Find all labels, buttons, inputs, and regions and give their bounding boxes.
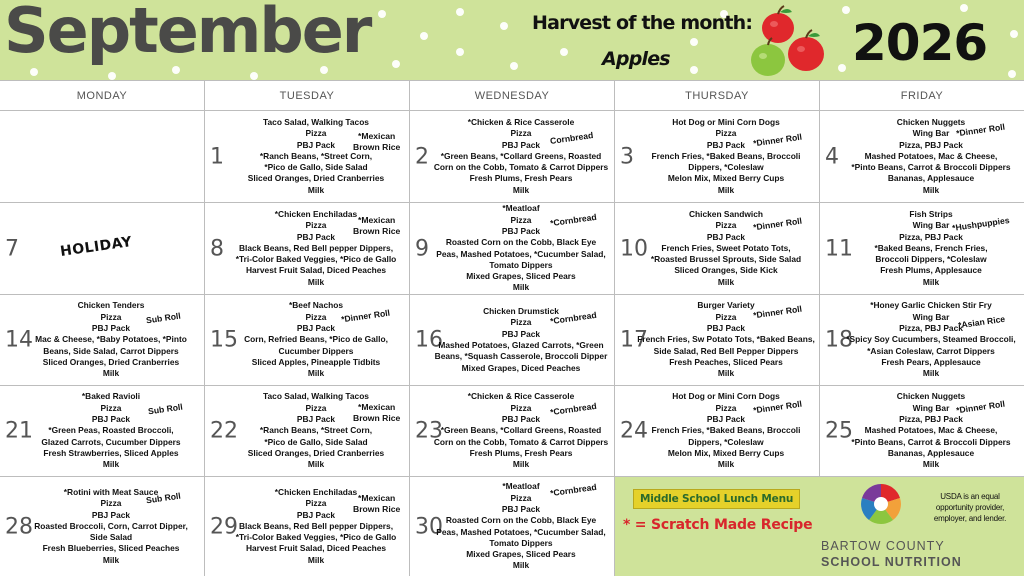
menu-list <box>225 386 407 476</box>
day-number: 4 <box>825 144 839 169</box>
menu-item: PBJ Pack <box>91 414 131 425</box>
menu-item: Fresh Pears, Applesauce <box>881 356 981 367</box>
menu-item: French Fries, *Baked Beans, Broccoli <box>651 425 801 436</box>
menu-item: Melon Mix, Mixed Berry Cups <box>667 447 785 458</box>
side-item-line: *Cornbread <box>549 400 598 418</box>
day-number: 28 <box>5 514 33 539</box>
harvest-label: Harvest of the month: <box>532 12 753 34</box>
menu-item: Sliced Oranges, Dried Cranberries <box>247 447 385 458</box>
menu-item: Chicken Nuggets <box>896 116 966 127</box>
org-name-line1: BARTOW COUNTY <box>821 539 945 553</box>
side-item-line: *Mexican <box>358 215 396 225</box>
side-item-line: *Mexican <box>358 493 396 503</box>
menu-item: PBJ Pack <box>501 225 541 236</box>
menu-item: Pizza, PBJ Pack <box>899 323 963 334</box>
side-item-line: *Dinner Roll <box>752 215 803 233</box>
menu-item: PBJ Pack <box>501 328 541 339</box>
menu-item: Fish Strips <box>909 208 953 219</box>
weekday-friday: FRIDAY <box>820 81 1024 111</box>
menu-item: Fresh Plums, Fresh Pears <box>469 447 573 458</box>
scratch-legend: * = Scratch Made Recipe <box>623 517 813 533</box>
school-level-badge: Middle School Lunch Menu <box>633 489 800 509</box>
day-number: 30 <box>415 514 443 539</box>
menu-item: *Tri-Color Baked Veggies, *Pico de Gallo <box>235 254 397 265</box>
menu-item: Milk <box>307 459 325 470</box>
menu-item: Harvest Fruit Salad, Diced Peaches <box>245 265 387 276</box>
weekday-wednesday: WEDNESDAY <box>410 81 615 111</box>
menu-item: Fresh Peaches, Sliced Pears <box>669 356 783 367</box>
menu-list <box>225 111 407 202</box>
menu-item: *Pico de Gallo, Side Salad <box>264 162 368 173</box>
day-cell <box>615 295 820 386</box>
menu-item: Pizza <box>715 402 737 413</box>
day-cell <box>205 203 410 295</box>
menu-item: Pizza <box>510 128 532 139</box>
side-item-line: *Dinner Roll <box>340 307 391 325</box>
day-cell <box>410 111 615 203</box>
side-item-line: *Dinner Roll <box>955 121 1006 139</box>
side-item-line: *Hushpuppies <box>951 215 1011 233</box>
menu-item: Pizza <box>100 498 122 509</box>
day-cell <box>0 203 205 295</box>
menu-item: Peas, Mashed Potatoes, *Cucumber Salad, <box>436 248 606 259</box>
menu-item: Mixed Grapes, Sliced Pears <box>466 549 576 560</box>
side-item-line: Sub Roll <box>145 490 182 506</box>
menu-item: Mashed Potatoes, Glazed Carrots, *Green <box>438 340 604 350</box>
menu-item: Pizza <box>715 311 737 322</box>
side-item-line: *Mexican <box>358 131 396 141</box>
menu-item: Milk <box>717 368 735 379</box>
menu-list <box>20 386 202 476</box>
menu-item: Chicken Drumstick <box>483 306 559 317</box>
menu-item: PBJ Pack <box>706 139 746 150</box>
menu-list <box>430 295 612 385</box>
side-item <box>353 215 400 237</box>
side-item <box>353 493 400 515</box>
menu-item: Milk <box>512 560 530 571</box>
menu-item: French Fries, *Baked Beans, Broccoli <box>651 150 801 161</box>
menu-item: Beans, Side Salad, Carrot Dippers <box>43 345 179 356</box>
menu-list <box>635 111 817 202</box>
menu-item: Chicken Tenders <box>77 300 145 311</box>
holiday-label: HOLIDAY <box>59 234 134 260</box>
menu-item: *Meatloaf <box>502 203 540 214</box>
info-panel <box>615 477 1024 576</box>
menu-item: Pizza <box>715 128 737 139</box>
menu-item: *Chicken Enchiladas <box>274 486 358 497</box>
menu-item: Tomato Dippers <box>489 537 553 548</box>
menu-item: Milk <box>717 459 735 470</box>
menu-item: Milk <box>512 282 530 293</box>
menu-item: Wing Bar <box>912 311 950 322</box>
day-cell <box>205 295 410 386</box>
menu-item: *Green Peas, Roasted Broccoli, <box>48 425 174 436</box>
menu-item: Milk <box>512 459 530 470</box>
day-number: 1 <box>210 144 224 169</box>
menu-item: French Fries, Sweet Potato Tots, <box>661 242 791 253</box>
menu-item: Pizza <box>510 492 532 503</box>
side-item-line: Brown Rice <box>353 504 401 514</box>
usda-statement: USDA is an equal opportunity provider, employer, and lender. <box>933 492 1007 523</box>
day-number: 22 <box>210 418 238 444</box>
menu-item: Black Beans, Red Bell pepper Dippers, <box>238 242 394 253</box>
menu-item: PBJ Pack <box>706 414 746 425</box>
menu-item: PBJ Pack <box>296 323 336 334</box>
month-title: September <box>4 0 371 67</box>
calendar-grid <box>0 80 1024 576</box>
menu-item: Bananas, Applesauce <box>887 173 975 184</box>
menu-list <box>20 295 202 385</box>
menu-item: PBJ Pack <box>296 231 336 242</box>
side-item-line: Brown Rice <box>353 413 401 423</box>
side-item-line: Cornbread <box>549 130 594 146</box>
weekday-tuesday: TUESDAY <box>205 81 410 111</box>
menu-item: Side Salad, Red Bell Pepper Dippers <box>653 345 799 356</box>
day-cell <box>410 203 615 295</box>
menu-list <box>225 477 407 576</box>
menu-item: Pizza <box>305 311 327 322</box>
menu-item: Roasted Broccoli, Corn, Carrot Dipper, <box>34 520 188 531</box>
menu-item: *Tri-Color Baked Veggies, *Pico de Gallo <box>235 532 397 543</box>
menu-item: *Green Beans, *Collard Greens, Roasted <box>440 150 602 161</box>
menu-item: *Rotini with Meat Sauce <box>63 486 159 497</box>
side-item-line: *Cornbread <box>549 309 598 327</box>
menu-item: Corn on the Cobb, Tomato & Carrot Dippers <box>433 162 609 173</box>
menu-item: *Honey Garlic Chicken Stir Fry <box>870 300 992 311</box>
menu-item: Beans, *Squash Casserole, Broccoli Dipper <box>434 351 608 362</box>
menu-item: Hot Dog or Mini Corn Dogs <box>672 116 780 127</box>
menu-item: Fresh Plums, Fresh Pears <box>469 173 573 184</box>
menu-item: Wing Bar <box>912 220 950 231</box>
menu-item: *Roasted Brussel Sprouts, Side Salad <box>650 254 802 265</box>
menu-item: *Asian Coleslaw, Carrot Dippers <box>867 345 995 356</box>
day-number: 25 <box>825 418 853 444</box>
day-cell <box>205 386 410 477</box>
day-number: 3 <box>620 144 634 169</box>
day-number: 10 <box>620 236 648 261</box>
menu-item: Peas, Mashed Potatoes, *Cucumber Salad, <box>436 526 606 537</box>
side-item-line: *Dinner Roll <box>955 398 1006 416</box>
menu-item: Sliced Oranges, Dried Cranberries <box>247 173 385 184</box>
menu-item: Fresh Plums, Applesauce <box>880 265 982 276</box>
menu-item: Sliced Oranges, Side Kick <box>674 265 778 276</box>
menu-item: Hot Dog or Mini Corn Dogs <box>672 391 780 402</box>
menu-item: Pizza <box>510 402 532 413</box>
day-number: 16 <box>415 327 443 353</box>
menu-item: Milk <box>717 184 735 195</box>
menu-item: Milk <box>102 459 120 470</box>
menu-item: Taco Salad, Walking Tacos <box>263 391 369 402</box>
menu-item: Glazed Carrots, Cucumber Dippers <box>41 436 181 447</box>
menu-item: *Ranch Beans, *Street Corn, <box>259 150 373 161</box>
year-title: 2026 <box>852 14 988 72</box>
menu-item: *Pinto Beans, Carrot & Broccoli Dippers <box>851 436 1011 447</box>
menu-item: Melon Mix, Mixed Berry Cups <box>667 173 785 184</box>
menu-item: Wing Bar <box>912 128 950 139</box>
day-number: 8 <box>210 236 224 261</box>
day-number: 24 <box>620 418 648 444</box>
menu-item: Pizza, PBJ Pack <box>899 414 963 425</box>
day-number: 29 <box>210 514 238 539</box>
side-item-line: *Mexican <box>358 402 396 412</box>
menu-item: Milk <box>922 184 940 195</box>
bartow-logo-icon <box>859 482 903 526</box>
day-cell <box>0 111 205 203</box>
menu-item: Milk <box>922 459 940 470</box>
menu-item: *Chicken & Rice Casserole <box>467 391 575 402</box>
menu-item: Mixed Grapes, Sliced Pears <box>466 271 576 282</box>
menu-list <box>840 295 1022 385</box>
menu-item: Pizza <box>510 214 532 225</box>
menu-item: PBJ Pack <box>501 503 541 514</box>
day-number: 15 <box>210 327 238 353</box>
menu-item: Milk <box>307 368 325 379</box>
menu-item: Chicken Sandwich <box>689 208 763 219</box>
day-cell <box>0 386 205 477</box>
menu-item: Milk <box>512 184 530 195</box>
menu-item: Corn, Refried Beans, *Pico de Gallo, <box>244 334 388 345</box>
menu-item: *Baked Beans, French Fries, <box>874 242 988 253</box>
menu-item: PBJ Pack <box>296 509 336 520</box>
menu-item: Pizza <box>305 220 327 231</box>
apples-icon <box>744 4 830 80</box>
menu-item: Tomato Dippers <box>489 259 553 270</box>
menu-item: *Pico de Gallo, Side Salad <box>264 436 368 447</box>
menu-item: Pizza <box>305 128 327 139</box>
menu-item: Milk <box>307 184 325 195</box>
day-cell <box>410 477 615 576</box>
menu-item: *Green Beans, *Collard Greens, Roasted <box>440 425 602 436</box>
day-number: 14 <box>5 327 33 353</box>
menu-item: PBJ Pack <box>501 414 541 425</box>
menu-item: Fresh Strawberries, Sliced Apples <box>43 447 179 458</box>
day-number: 11 <box>825 236 853 261</box>
day-cell <box>615 386 820 477</box>
side-item-line: *Dinner Roll <box>752 131 803 149</box>
menu-item: PBJ Pack <box>296 139 336 150</box>
day-number: 17 <box>620 327 648 353</box>
day-number: 7 <box>5 236 19 261</box>
menu-item: Roasted Corn on the Cobb, Black Eye <box>445 515 597 526</box>
menu-item: Black Beans, Red Bell pepper Dippers, <box>238 520 394 531</box>
day-cell <box>0 477 205 576</box>
menu-item: Broccoli Dippers, *Coleslaw <box>875 254 987 265</box>
day-cell <box>615 203 820 295</box>
menu-item: *Ranch Beans, *Street Corn, <box>259 425 373 436</box>
side-item-line: *Dinner Roll <box>752 303 803 321</box>
menu-item: *Baked Ravioli <box>81 391 141 402</box>
side-item-line: *Asian Rice <box>957 313 1006 331</box>
menu-item: Mixed Grapes, Diced Peaches <box>461 362 581 373</box>
side-item-line: Sub Roll <box>147 401 184 417</box>
day-cell <box>205 477 410 576</box>
weekday-thursday: THURSDAY <box>615 81 820 111</box>
menu-item: Cucumber Dippers <box>278 345 354 356</box>
menu-item: *Meatloaf <box>502 481 540 492</box>
menu-item: Dippers, *Coleslaw <box>688 162 764 173</box>
menu-item: Side Salad <box>89 532 133 543</box>
menu-item: Milk <box>102 554 120 565</box>
menu-item: PBJ Pack <box>91 509 131 520</box>
menu-item: *Chicken Enchiladas <box>274 208 358 219</box>
menu-item: PBJ Pack <box>706 231 746 242</box>
menu-item: Taco Salad, Walking Tacos <box>263 116 369 127</box>
harvest-value: Apples <box>602 48 670 70</box>
menu-item: Harvest Fruit Salad, Diced Peaches <box>245 543 387 554</box>
org-name-line2: SCHOOL NUTRITION <box>821 555 962 569</box>
side-item-line: *Dinner Roll <box>752 398 803 416</box>
menu-item: PBJ Pack <box>91 323 131 334</box>
day-cell <box>0 295 205 386</box>
menu-list <box>430 111 612 202</box>
day-number: 23 <box>415 418 443 444</box>
menu-item: Pizza <box>100 311 122 322</box>
menu-item: Corn on the Cobb, Tomato & Carrot Dippers <box>433 436 609 447</box>
menu-item: Pizza, PBJ Pack <box>899 231 963 242</box>
day-cell <box>820 203 1024 295</box>
menu-item: Milk <box>922 276 940 287</box>
menu-item: Mashed Potatoes, Mac & Cheese, <box>864 425 998 436</box>
menu-item: Mashed Potatoes, Mac & Cheese, <box>864 150 998 161</box>
menu-item: Milk <box>922 368 940 379</box>
day-cell <box>820 295 1024 386</box>
side-item-line: *Cornbread <box>549 481 598 499</box>
menu-item: Pizza, PBJ Pack <box>899 139 963 150</box>
day-number: 21 <box>5 418 33 444</box>
menu-item: Wing Bar <box>912 402 950 413</box>
menu-item: PBJ Pack <box>296 414 336 425</box>
menu-item: Chicken Nuggets <box>896 391 966 402</box>
menu-item: PBJ Pack <box>501 139 541 150</box>
menu-item: French Fries, Sw Potato Tots, *Baked Beans, <box>637 334 815 345</box>
menu-item: *Chicken & Rice Casserole <box>467 116 575 127</box>
menu-item: Burger Variety <box>697 300 755 311</box>
day-cell <box>410 295 615 386</box>
side-item <box>353 402 400 424</box>
side-item-line: Brown Rice <box>353 142 401 152</box>
menu-item: Mac & Cheese, *Baby Potatoes, *Pinto <box>35 334 187 345</box>
menu-item: Roasted Corn on the Cobb, Black Eye <box>445 237 597 248</box>
menu-item: Pizza <box>305 402 327 413</box>
side-item-line: Brown Rice <box>353 226 401 236</box>
menu-item: Milk <box>102 368 120 379</box>
menu-item: Pizza <box>305 498 327 509</box>
day-number: 9 <box>415 236 429 261</box>
menu-item: Milk <box>717 276 735 287</box>
menu-list <box>430 386 612 476</box>
day-cell <box>410 386 615 477</box>
menu-item: Sliced Oranges, Dried Cranberries <box>42 356 180 367</box>
menu-item: Fresh Blueberries, Sliced Peaches <box>42 543 180 554</box>
menu-item: *Pinto Beans, Carrot & Broccoli Dippers <box>851 162 1011 173</box>
menu-item: Milk <box>307 276 325 287</box>
side-item-line: *Cornbread <box>549 211 598 229</box>
menu-item: Milk <box>307 554 325 565</box>
day-cell <box>820 386 1024 477</box>
header-banner <box>0 0 1024 80</box>
day-number: 18 <box>825 327 853 353</box>
side-item-line: Sub Roll <box>145 310 182 326</box>
day-cell <box>615 111 820 203</box>
menu-item: Dippers, *Coleslaw <box>688 436 764 447</box>
menu-item: *Beef Nachos <box>289 300 343 311</box>
weekday-monday: MONDAY <box>0 81 205 111</box>
menu-item: PBJ Pack <box>706 323 746 334</box>
side-item <box>353 131 400 153</box>
menu-item: Pizza <box>510 317 532 328</box>
day-cell <box>205 111 410 203</box>
menu-item: Sliced Apples, Pineapple Tidbits <box>251 356 381 367</box>
menu-item: Pizza <box>100 402 122 413</box>
menu-item: Bananas, Applesauce <box>887 447 975 458</box>
day-number: 2 <box>415 144 429 169</box>
menu-item: *Spicy Soy Cucumbers, Steamed Broccoli, <box>846 334 1016 345</box>
menu-item: Pizza <box>715 220 737 231</box>
day-cell <box>820 111 1024 203</box>
